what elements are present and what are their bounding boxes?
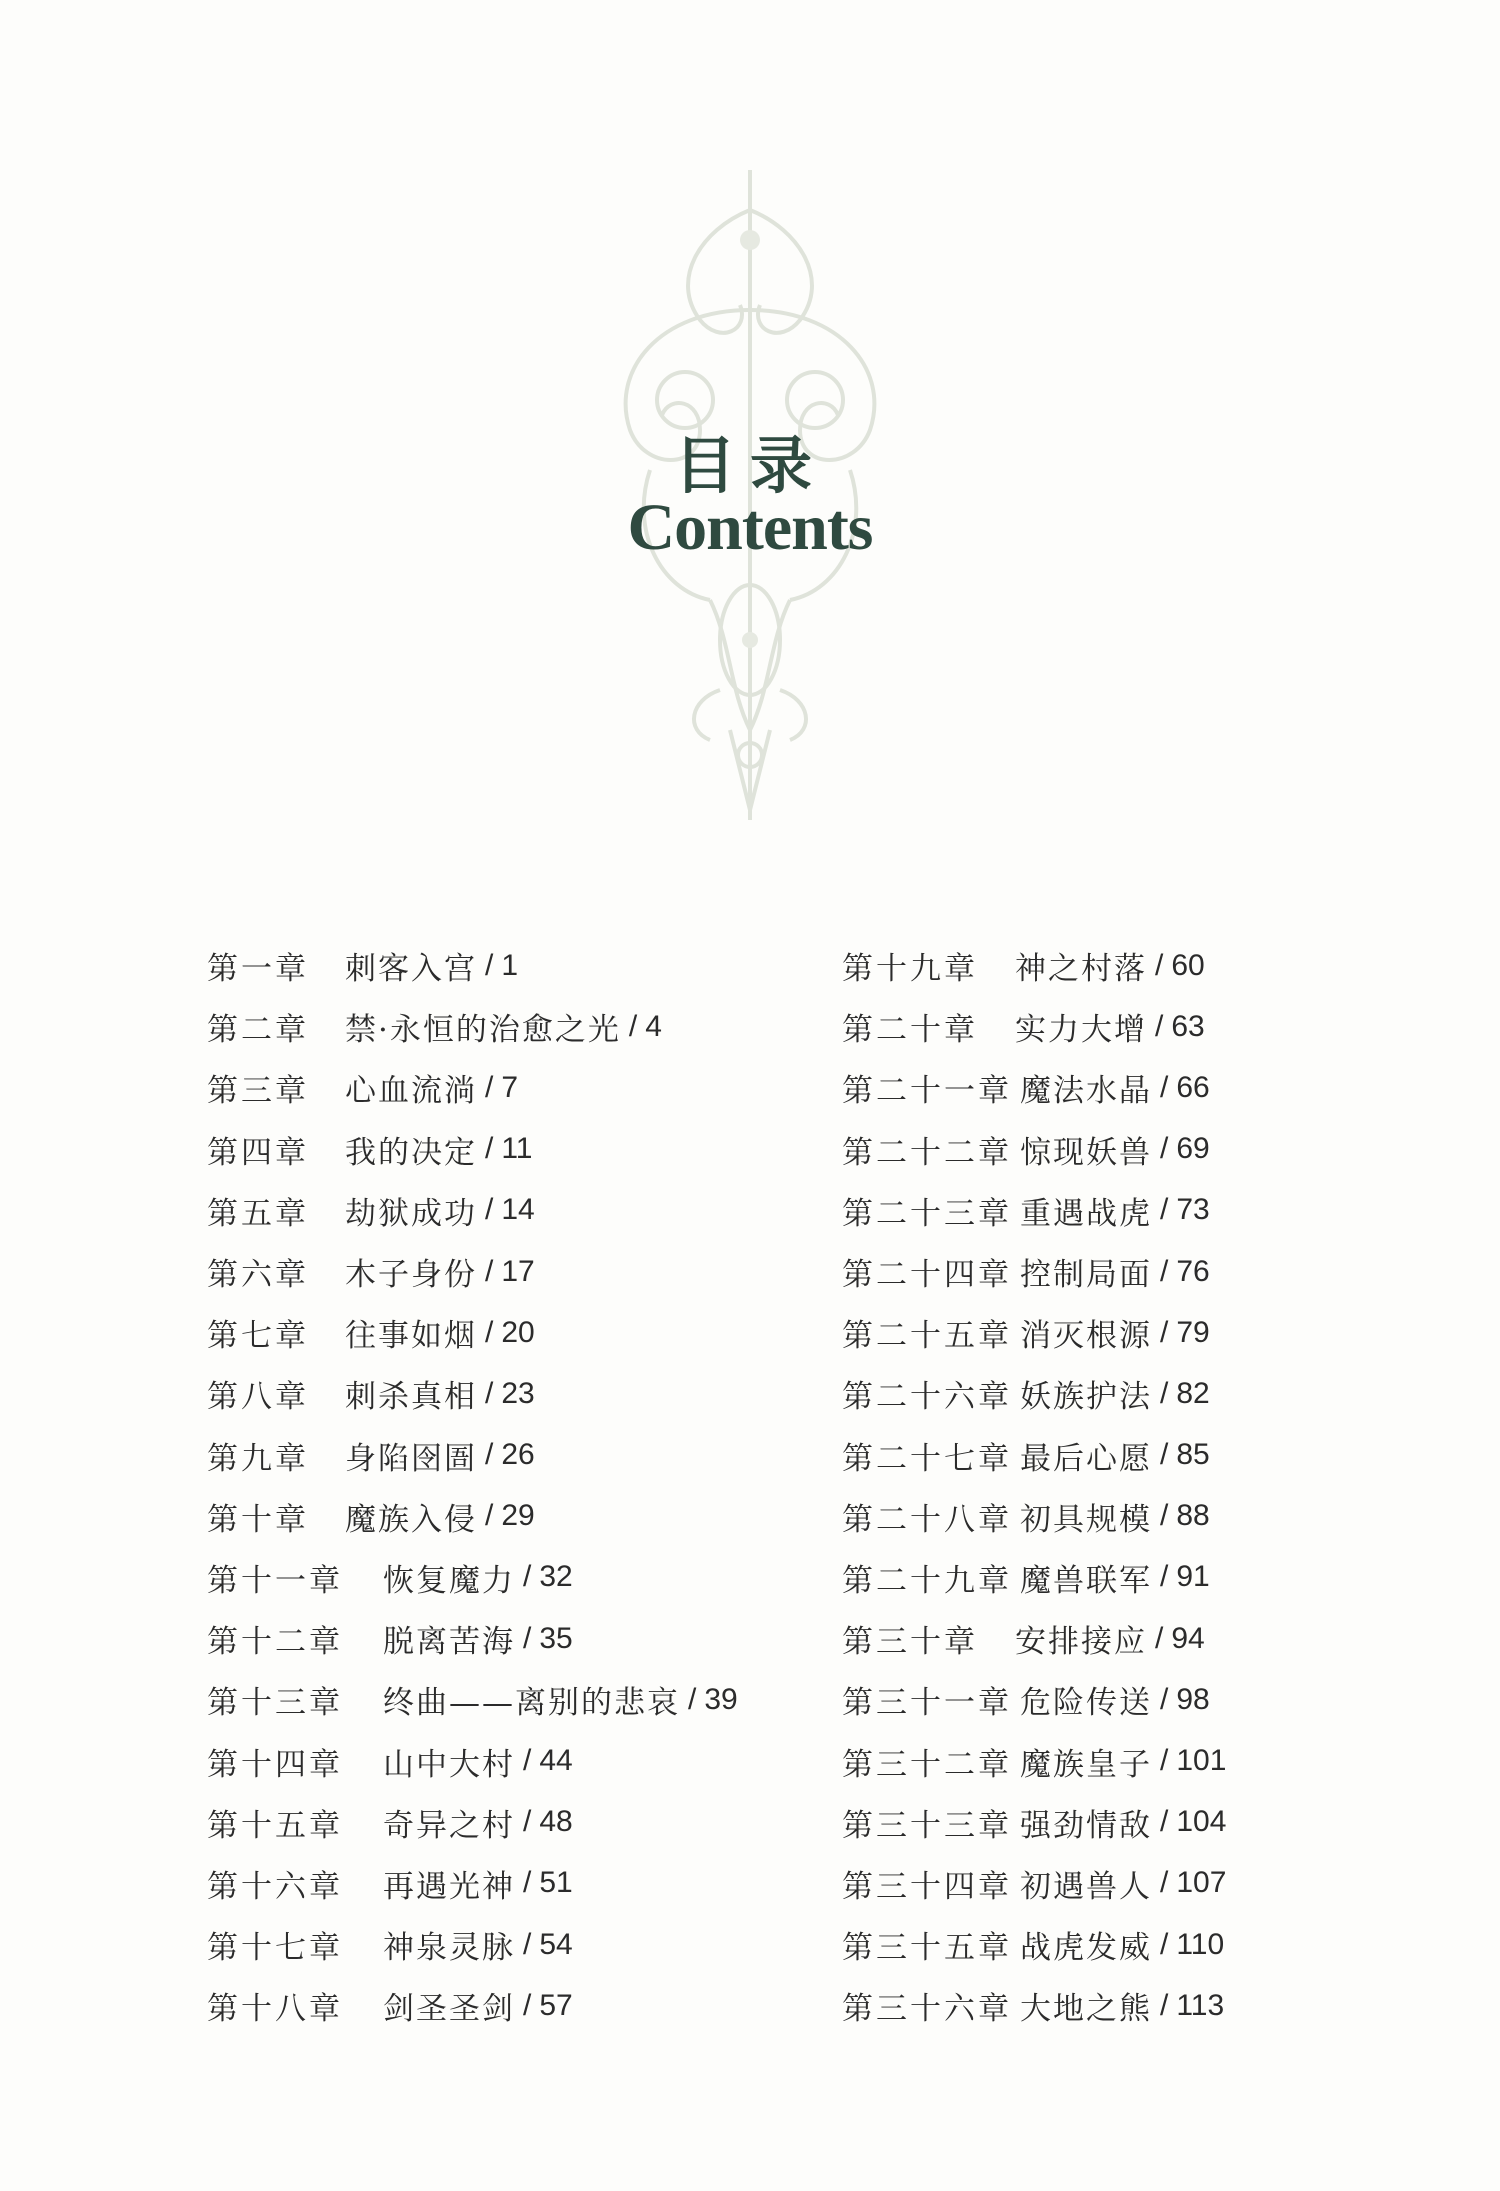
toc-entry[interactable] [207, 996, 738, 1057]
chapter-number: 第三十六章 [842, 1991, 1012, 2028]
chapter-number: 第六章 [207, 1257, 309, 1294]
chapter-title: 禁·永恒的治愈之光 [345, 1012, 621, 1049]
chapter-title: 最后心愿 [1020, 1440, 1152, 1477]
chapter-number: 第十四章 [207, 1746, 343, 1783]
chapter-title: 神之村落 [1015, 951, 1147, 988]
page-number: 113 [1176, 1988, 1225, 2022]
chapter-title: 初遇兽人 [1020, 1868, 1152, 1905]
chapter-title: 刺客入宫 [345, 951, 477, 988]
toc-entry[interactable] [207, 1853, 738, 1914]
chapter-number: 第三十二章 [842, 1746, 1012, 1783]
chapter-number: 第五章 [207, 1195, 309, 1232]
page-number: 98 [1176, 1682, 1210, 1716]
page-separator: / [485, 1070, 494, 1104]
toc-entry[interactable] [842, 1853, 1226, 1914]
page-separator: / [1160, 1682, 1169, 1716]
toc-entry[interactable] [842, 1241, 1226, 1302]
chapter-number: 第二十六章 [842, 1379, 1012, 1416]
toc-entry[interactable] [842, 1486, 1226, 1547]
page-number: 23 [501, 1376, 535, 1410]
page-number: 107 [1176, 1866, 1227, 1900]
page-number: 26 [501, 1438, 535, 1472]
chapter-title: 危险传送 [1020, 1685, 1152, 1722]
chapter-number: 第十一章 [207, 1562, 343, 1599]
page-number: 35 [539, 1621, 573, 1655]
toc-entry[interactable] [207, 1547, 738, 1608]
page-number: 20 [501, 1315, 535, 1349]
chapter-title: 魔族入侵 [345, 1501, 477, 1538]
page-separator: / [1160, 1866, 1169, 1900]
toc-entry[interactable] [207, 935, 738, 996]
toc-entry[interactable] [842, 996, 1226, 1057]
page-separator: / [1160, 1805, 1169, 1839]
page-separator: / [1160, 1438, 1169, 1472]
chapter-number: 第三十三章 [842, 1807, 1012, 1844]
chapter-title: 强劲情敌 [1020, 1807, 1152, 1844]
chapter-title: 神泉灵脉 [383, 1930, 515, 1967]
chapter-number: 第十六章 [207, 1868, 343, 1905]
toc-entry[interactable] [207, 1425, 738, 1486]
page-separator: / [1160, 1376, 1169, 1410]
toc-entry[interactable] [842, 935, 1226, 996]
page-separator: / [485, 1315, 494, 1349]
chapter-number: 第二十九章 [842, 1562, 1012, 1599]
toc-entry[interactable] [842, 1547, 1226, 1608]
chapter-number: 第十五章 [207, 1807, 343, 1844]
page-number: 54 [539, 1927, 573, 1961]
chapter-title: 消灭根源 [1020, 1318, 1152, 1355]
toc-entry[interactable] [842, 1730, 1226, 1791]
chapter-number: 第十八章 [207, 1991, 343, 2028]
page-separator: / [1160, 1988, 1169, 2022]
chapter-title: 魔兽联军 [1020, 1562, 1152, 1599]
toc-entry[interactable] [842, 1425, 1226, 1486]
page-separator: / [485, 1132, 494, 1166]
chapter-title: 惊现妖兽 [1020, 1134, 1152, 1171]
chapter-title: 往事如烟 [345, 1318, 477, 1355]
page-separator: / [1160, 1193, 1169, 1227]
page-number: 48 [539, 1805, 573, 1839]
page-number: 104 [1176, 1805, 1227, 1839]
chapter-number: 第九章 [207, 1440, 309, 1477]
toc-entry[interactable] [842, 1669, 1226, 1730]
toc-entry[interactable] [842, 1608, 1226, 1669]
chapter-title: 大地之熊 [1020, 1991, 1152, 2028]
chapter-title: 刺杀真相 [345, 1379, 477, 1416]
chapter-title: 初具规模 [1020, 1501, 1152, 1538]
chapter-title: 脱离苦海 [383, 1624, 515, 1661]
toc-entry[interactable] [842, 1302, 1226, 1363]
toc-entry[interactable] [842, 1975, 1226, 2036]
page-separator: / [1160, 1927, 1169, 1961]
chapter-number: 第二十一章 [842, 1073, 1012, 1110]
chapter-number: 第一章 [207, 951, 309, 988]
page-separator: / [1160, 1315, 1169, 1349]
toc-entry[interactable] [207, 1119, 738, 1180]
chapter-number: 第十三章 [207, 1685, 343, 1722]
page-separator: / [523, 1744, 532, 1778]
page-separator: / [1155, 948, 1164, 982]
chapter-title: 魔法水晶 [1020, 1073, 1152, 1110]
page-separator: / [485, 1376, 494, 1410]
page-number: 88 [1176, 1499, 1210, 1533]
chapter-number: 第二十八章 [842, 1501, 1012, 1538]
page-number: 32 [539, 1560, 573, 1594]
chapter-number: 第十章 [207, 1501, 309, 1538]
page-separator: / [1160, 1254, 1169, 1288]
toc-column-left [207, 935, 738, 2036]
page-number: 7 [501, 1070, 519, 1104]
toc-entry[interactable] [842, 1119, 1226, 1180]
chapter-title: 安排接应 [1015, 1624, 1147, 1661]
chapter-number: 第十九章 [842, 951, 978, 988]
chapter-title: 控制局面 [1020, 1257, 1152, 1294]
chapter-title: 重遇战虎 [1020, 1195, 1152, 1232]
chapter-number: 第十七章 [207, 1930, 343, 1967]
page-number: 44 [539, 1744, 573, 1778]
toc-entry[interactable] [842, 1180, 1226, 1241]
page-separator: / [628, 1009, 638, 1043]
chapter-number: 第二章 [207, 1012, 309, 1049]
page-separator: / [1155, 1009, 1164, 1043]
page-number: 51 [539, 1866, 573, 1900]
chapter-number: 第二十二章 [842, 1134, 1012, 1171]
toc-entry[interactable] [207, 1363, 738, 1424]
page-number: 17 [501, 1254, 535, 1288]
chapter-number: 第二十五章 [842, 1318, 1012, 1355]
chapter-number: 第四章 [207, 1134, 309, 1171]
chapter-number: 第二十七章 [842, 1440, 1012, 1477]
page-separator: / [485, 1254, 494, 1288]
page-number: 94 [1171, 1621, 1205, 1655]
chapter-title: 劫狱成功 [345, 1195, 477, 1232]
page-number: 14 [501, 1193, 535, 1227]
toc-entry[interactable] [207, 1792, 738, 1853]
page-separator: / [485, 1438, 494, 1472]
chapter-title: 身陷囹圄 [345, 1440, 477, 1477]
page-number: 29 [501, 1499, 535, 1533]
page-separator: / [1160, 1560, 1169, 1594]
page-number: 4 [645, 1009, 662, 1043]
toc-entry[interactable] [842, 1363, 1226, 1424]
chapter-number: 第三十五章 [842, 1930, 1012, 1967]
chapter-number: 第三十四章 [842, 1868, 1012, 1905]
page-separator: / [523, 1621, 532, 1655]
toc-entry[interactable] [207, 1486, 738, 1547]
page-number: 66 [1176, 1070, 1210, 1104]
page-separator: / [1160, 1070, 1169, 1104]
page-number: 1 [501, 948, 519, 982]
page-number: 101 [1176, 1744, 1227, 1778]
page-title-cn: 目录 [673, 429, 826, 502]
toc-entry[interactable] [207, 1241, 738, 1302]
chapter-title: 木子身份 [345, 1257, 477, 1294]
page-separator: / [1155, 1621, 1164, 1655]
page-number: 85 [1176, 1438, 1210, 1472]
page-number: 73 [1176, 1193, 1210, 1227]
page-title-en: Contents [627, 491, 873, 564]
toc-entry[interactable] [207, 1302, 738, 1363]
chapter-title: 再遇光神 [383, 1868, 515, 1905]
page-number: 69 [1176, 1132, 1210, 1166]
page-number: 79 [1176, 1315, 1210, 1349]
chapter-title: 恢复魔力 [383, 1562, 515, 1599]
chapter-number: 第二十章 [842, 1012, 978, 1049]
page-number: 11 [501, 1132, 533, 1166]
title-block [600, 429, 900, 564]
chapter-title: 心血流淌 [345, 1073, 477, 1110]
page-separator: / [523, 1988, 532, 2022]
chapter-title: 战虎发威 [1020, 1930, 1152, 1967]
chapter-number: 第二十三章 [842, 1195, 1012, 1232]
page-number: 110 [1176, 1927, 1225, 1961]
chapter-title: 妖族护法 [1020, 1379, 1152, 1416]
chapter-title: 山中大村 [383, 1746, 515, 1783]
page-separator: / [485, 1193, 494, 1227]
chapter-number: 第三章 [207, 1073, 309, 1110]
chapter-title: 我的决定 [345, 1134, 477, 1171]
page-separator: / [1160, 1499, 1169, 1533]
page-separator: / [485, 948, 494, 982]
page-separator: / [523, 1560, 532, 1594]
page-number: 39 [704, 1682, 738, 1716]
page-number: 76 [1176, 1254, 1210, 1288]
chapter-number: 第三十章 [842, 1624, 978, 1661]
chapter-number: 第七章 [207, 1318, 309, 1355]
page-number: 63 [1171, 1009, 1205, 1043]
chapter-number: 第十二章 [207, 1624, 343, 1661]
page-number: 57 [539, 1988, 573, 2022]
toc-entry[interactable] [207, 1730, 738, 1791]
page-number: 60 [1171, 948, 1205, 982]
page-separator: / [523, 1866, 532, 1900]
page-separator: / [523, 1927, 532, 1961]
toc-entry[interactable] [207, 1608, 738, 1669]
toc-entry[interactable] [207, 1975, 738, 2036]
page-number: 91 [1176, 1560, 1210, 1594]
toc-entry[interactable] [207, 1057, 738, 1118]
toc-entry[interactable] [207, 1669, 738, 1730]
page-separator: / [1160, 1132, 1169, 1166]
toc-column-right [842, 935, 1226, 2036]
chapter-number: 第八章 [207, 1379, 309, 1416]
toc-entry[interactable] [207, 1914, 738, 1975]
chapter-title: 终曲——离别的悲哀 [383, 1685, 680, 1722]
chapter-number: 第三十一章 [842, 1685, 1012, 1722]
toc-entry[interactable] [842, 1792, 1226, 1853]
page-separator: / [523, 1805, 532, 1839]
toc-entry[interactable] [207, 1180, 738, 1241]
page-separator: / [485, 1499, 494, 1533]
chapter-title: 实力大增 [1015, 1012, 1147, 1049]
toc-entry[interactable] [842, 1914, 1226, 1975]
page-separator: / [1160, 1744, 1169, 1778]
chapter-title: 奇异之村 [383, 1807, 515, 1844]
chapter-title: 剑圣圣剑 [383, 1991, 515, 2028]
page-number: 82 [1176, 1376, 1210, 1410]
chapter-number: 第二十四章 [842, 1257, 1012, 1294]
chapter-title: 魔族皇子 [1020, 1746, 1152, 1783]
page-separator: / [688, 1682, 697, 1716]
toc-entry[interactable] [842, 1057, 1226, 1118]
